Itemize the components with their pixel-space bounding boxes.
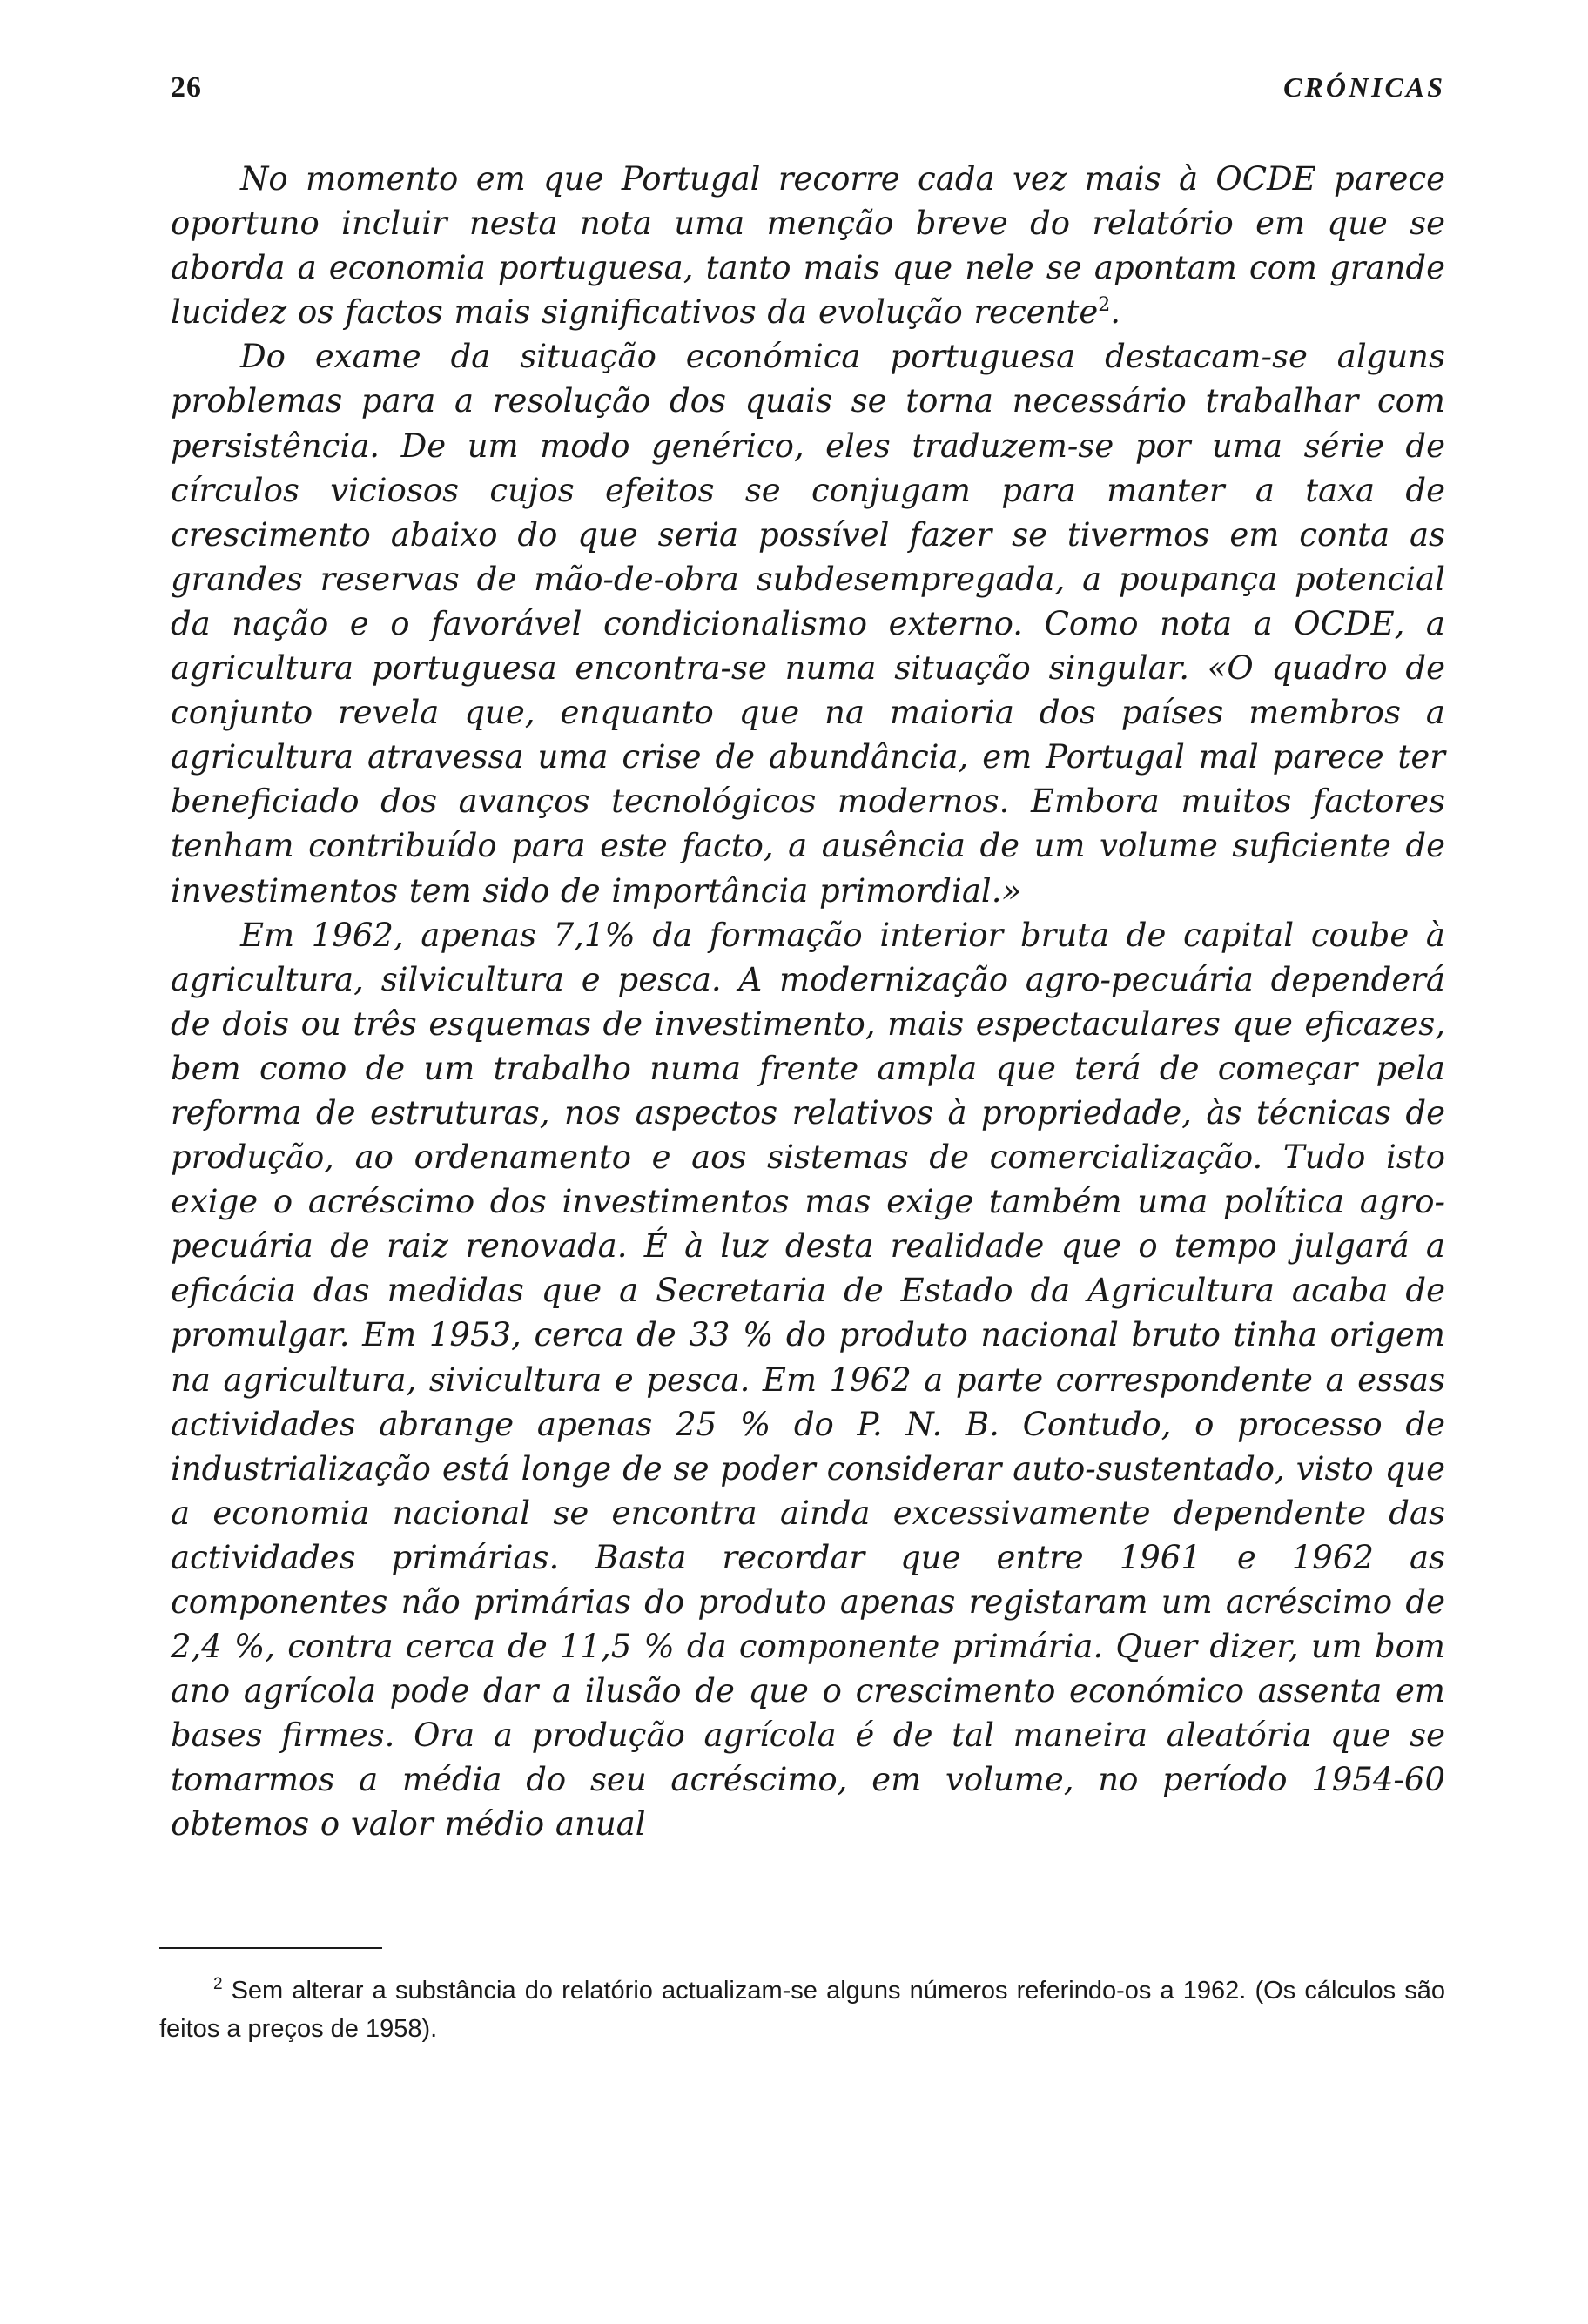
paragraph: Em 1962, apenas 7,1% da formação interior bruta de capital coube à agricultura, silvicultura e pesca. A modernização agro-pecuária dependerá de dois ou três esquemas de investimento, mais espectaculares que eficazes, bem como de um trabalho numa frente ampla que terá de começar pela reforma de estruturas, nos aspectos relativos à propriedade, às técnicas de produção, ao ordenamento e aos sistemas de comercialização. Tudo isto exige o acréscimo dos investimentos mas exige também uma política agro-pecuária de raiz renovada. É à luz desta realidade que o tempo julgará a eficácia das medidas que a Secretaria de Estado da Agricultura acaba de promulgar. Em 1953, cerca de 33 % do produto nacional bruto tinha origem na agricultura, sivicultura e pesca. Em 1962 a parte correspondente a essas actividades abrange apenas 25 % do P. N. B. Contudo, o processo de industrialização está longe de se poder considerar auto-sustentado, visto que a economia nacional se encontra ainda excessivamente dependente das actividades primárias. Basta recordar que entre 1961 e 1962 as componentes não primárias do produto apenas registaram um acréscimo de 2,4 %, contra cerca de 11,5 % da componente primária. Quer dizer, um bom ano agrícola pode dar a ilusão de que o crescimento económico assenta em bases firmes. Ora a produção agrícola é de tal maneira aleatória que se tomarmos a média do seu acréscimo, em volume, no período 1954-60 obtemos o valor médio anual	[171, 916, 1445, 1844]
footnote-number: 2	[213, 1975, 223, 1993]
paragraph: Do exame da situação económica portuguesa destacam-se alguns problemas para a resolução dos quais se torna necessário trabalhar com persistência. De um modo genérico, eles traduzem-se por uma série de círculos viciosos cujos efeitos se conjugam para manter a taxa de crescimento abaixo do que seria possível fazer se tivermos em conta as grandes reservas de mão-de-obra subdesempregada, a poupança potencial da nação e o favorável condicionalismo externo. Como nota a OCDE, a agricultura portuguesa encontra-se numa situação singular. «O quadro de conjunto revela que, enquanto que na maioria dos países membros a agricultura atravessa uma crise de abundância, em Portugal mal parece ter beneficiado dos avanços tecnológicos modernos. Embora muitos factores tenham contribuído para este facto, a ausência de um volume suficiente de investimentos tem sido de importância primordial.»	[171, 338, 1445, 910]
paragraph	[171, 157, 1445, 334]
footnote-divider	[159, 1947, 382, 1949]
footnote-marker: 2	[1098, 294, 1111, 317]
paragraph-text: No momento em que Portugal recorre cada vez mais à OCDE parece oportuno incluir nesta nota uma menção breve do relatório em que se aborda a economia portuguesa, tanto mais que nele se apontam com grande lucidez os factos mais significativos da evolução recente	[171, 160, 1445, 332]
page-header	[171, 71, 1445, 115]
paragraph-tail: .	[1110, 293, 1121, 332]
running-head: CRÓNICAS	[1283, 71, 1445, 103]
footnote-text: Sem alterar a substância do relatório actualizam-se alguns números referindo-os a 1962. (Os cálculos são feitos a preços de 1958).	[159, 1977, 1445, 2043]
body-text	[171, 157, 1445, 1847]
footnote	[159, 1971, 1445, 2048]
footnote-paragraph	[159, 1971, 1445, 2048]
page-number: 26	[171, 71, 202, 104]
